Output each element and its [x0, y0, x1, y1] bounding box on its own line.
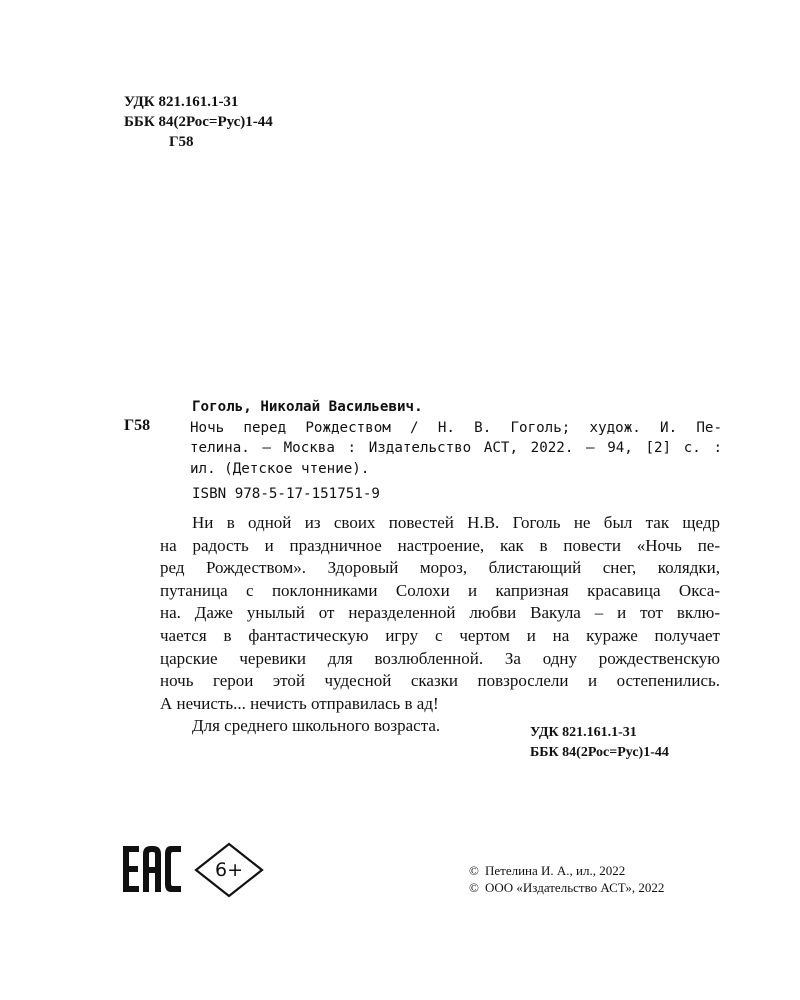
- annotation-line: на. Даже унылый от неразделенной любви Вакула – и тот вклю-: [160, 603, 720, 623]
- annotation-line: царские черевики для возлюбленной. За одну рождественскую: [160, 648, 720, 668]
- annotation-line: А нечисть... нечисть отправилась в ад!: [160, 693, 439, 713]
- bbk-code: ББК 84(2Рос=Рус)1-44: [530, 745, 669, 760]
- copyright-text: Петелина И. А., ил., 2022: [485, 863, 626, 878]
- eac-icon: [122, 844, 182, 894]
- copyright-line: [469, 879, 664, 896]
- audience-note: Для среднего школьного возраста.: [192, 716, 441, 736]
- classification-bottom: [530, 723, 669, 763]
- copyright: [469, 862, 664, 896]
- age-rating: 6+: [214, 859, 243, 881]
- catalog-description-line: Ночь перед Рождеством / Н. В. Гоголь; худож. И. Пе-: [190, 419, 722, 436]
- annotation-line: Ни в одной из своих повестей Н.В. Гоголь не был так щедр: [192, 513, 720, 532]
- catalog-description-line: ил. (Детское чтение).: [190, 460, 370, 477]
- classification-top: [124, 92, 273, 152]
- annotation: [160, 512, 720, 738]
- catalog-description-line: телина. — Москва : Издательство АСТ, 2022. — 94, [2] с. :: [190, 440, 722, 456]
- annotation-line: ред Рождеством». Здоровый мороз, блистающий снег, колядки,: [160, 558, 720, 578]
- bbk-code: ББК 84(2Рос=Рус)1-44: [124, 114, 273, 130]
- copyright-symbol: ©: [469, 863, 479, 878]
- annotation-line: чается в фантастическую игру с чертом и на кураже получает: [160, 625, 720, 645]
- catalog-author: Гоголь, Николай Васильевич.: [192, 399, 423, 415]
- annotation-line: на радость и праздничное настроение, как в повести «Ночь пе-: [160, 535, 720, 555]
- udk-code: УДК 821.161.1-31: [124, 94, 239, 110]
- isbn: ISBN 978-5-17-151751-9: [192, 486, 380, 502]
- annotation-line: ночь герои этой чудесной сказки повзрослели и остепенились.: [160, 671, 720, 691]
- eac-conformity-mark: [122, 844, 182, 894]
- copyright-line: [469, 862, 664, 879]
- copyright-text: ООО «Издательство АСТ», 2022: [485, 880, 665, 895]
- age-rating-badge: [194, 842, 264, 898]
- catalog-entry: [192, 397, 722, 479]
- udk-code: УДК 821.161.1-31: [530, 725, 637, 740]
- catalog-description: [190, 418, 722, 480]
- annotation-line: путаница с поклонниками Солохи и капризная красавица Окса-: [160, 580, 720, 600]
- copyright-symbol: ©: [469, 880, 479, 895]
- catalog-author-code: Г58: [124, 417, 151, 434]
- author-code: Г58: [169, 134, 194, 150]
